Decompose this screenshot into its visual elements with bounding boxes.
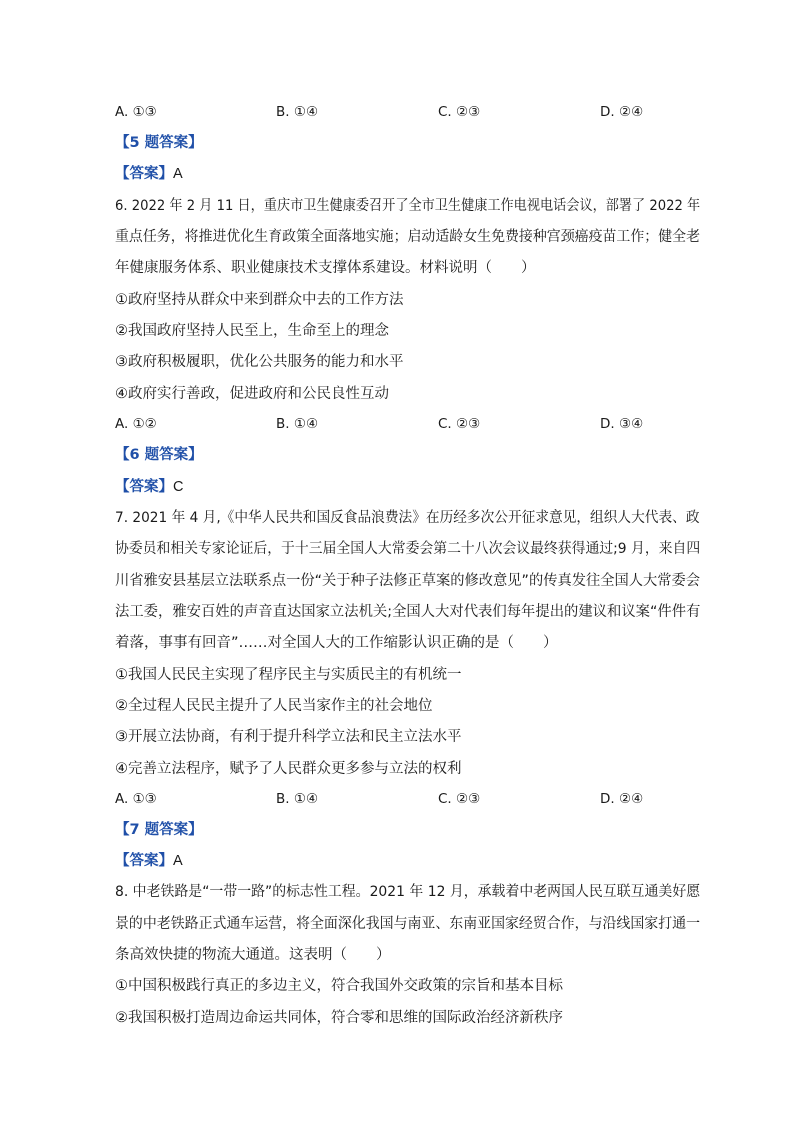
q7-option-c: C. ②③ bbox=[438, 791, 481, 807]
answer-label: 【答案】 bbox=[115, 853, 173, 869]
q7-stem-line: 协委员和相关专家论证后，于十三届全国人大常委会第二十八次会议最终获得通过;9 月，来自四 bbox=[115, 541, 701, 557]
q6-stem-line: 重点任务，将推进优化生育政策全面落地实施；启动适龄女生免费接种宫颈癌疫苗工作；健全老 bbox=[115, 229, 701, 245]
q5-answer-header: 【5 题答案】 bbox=[115, 135, 203, 151]
q8-statement-2: ②我国积极打造周边命运共同体，符合零和思维的国际政治经济新秩序 bbox=[115, 1010, 563, 1026]
q7-stem-line: 法工委，雅安百姓的声音直达国家立法机关;全国人大对代表们每年提出的建议和议案“件件有 bbox=[115, 604, 701, 620]
q5-option-a: A. ①③ bbox=[115, 104, 157, 120]
q7-statement-3: ③开展立法协商，有利于提升科学立法和民主立法水平 bbox=[115, 729, 462, 745]
q5-answer-line bbox=[115, 164, 183, 184]
q8-stem-line: 8. 中老铁路是“一带一路”的标志性工程。2021 年 12 月，承载着中老两国人民互联互通美好愿 bbox=[115, 884, 701, 900]
q7-statement-4: ④完善立法程序，赋予了人民群众更多参与立法的权利 bbox=[115, 761, 462, 777]
q7-stem-line: 7. 2021 年 4 月,《中华人民共和国反食品浪费法》在历经多次公开征求意见，组织人大代表、政 bbox=[115, 510, 700, 526]
q7-option-b: B. ①④ bbox=[276, 791, 319, 807]
q6-stem-line: 6. 2022 年 2 月 11 日，重庆市卫生健康委召开了全市卫生健康工作电视电话会议，部署了 2022 年 bbox=[115, 198, 701, 214]
q6-option-c: C. ②③ bbox=[438, 416, 481, 432]
q8-stem-line: 条高效快捷的物流大通道。这表明（ ） bbox=[115, 947, 391, 963]
q6-statement-1: ①政府坚持从群众中来到群众中去的工作方法 bbox=[115, 292, 404, 308]
q6-statement-4: ④政府实行善政，促进政府和公民良性互动 bbox=[115, 386, 389, 402]
q7-statement-1: ①我国人民民主实现了程序民主与实质民主的有机统一 bbox=[115, 667, 462, 683]
q5-option-c: C. ②③ bbox=[438, 104, 481, 120]
q7-stem-line: 川省雅安县基层立法联系点一份“关于种子法修正草案的修改意见”的传真发往全国人大常委会 bbox=[115, 573, 701, 589]
q5-option-b: B. ①④ bbox=[276, 104, 319, 120]
q6-answer-header: 【6 题答案】 bbox=[115, 447, 203, 463]
answer-value: A bbox=[173, 853, 183, 869]
answer-value: A bbox=[173, 166, 183, 182]
q6-statement-2: ②我国政府坚持人民至上，生命至上的理念 bbox=[115, 323, 389, 339]
q5-option-d: D. ②④ bbox=[600, 104, 644, 120]
q7-option-a: A. ①③ bbox=[115, 791, 157, 807]
q6-option-d: D. ③④ bbox=[600, 416, 644, 432]
q6-option-a: A. ①② bbox=[115, 416, 157, 432]
answer-value: C bbox=[173, 479, 184, 495]
q8-stem-line: 景的中老铁路正式通车运营，将全面深化我国与南亚、东南亚国家经贸合作，与沿线国家打通一 bbox=[115, 916, 701, 932]
q7-stem-line: 着落，事事有回音”……对全国人大的工作缩影认识正确的是（ ） bbox=[115, 635, 558, 651]
answer-label: 【答案】 bbox=[115, 479, 173, 495]
q7-option-d: D. ②④ bbox=[600, 791, 644, 807]
q6-answer-line bbox=[115, 477, 183, 497]
q7-answer-header: 【7 题答案】 bbox=[115, 822, 203, 838]
answer-label: 【答案】 bbox=[115, 166, 173, 182]
q6-stem-line: 年健康服务体系、职业健康技术支撑体系建设。材料说明（ ） bbox=[115, 260, 536, 276]
q6-statement-3: ③政府积极履职，优化公共服务的能力和水平 bbox=[115, 354, 404, 370]
q6-option-b: B. ①④ bbox=[276, 416, 319, 432]
q7-statement-2: ②全过程人民民主提升了人民当家作主的社会地位 bbox=[115, 698, 433, 714]
q7-answer-line bbox=[115, 851, 183, 871]
q8-statement-1: ①中国积极践行真正的多边主义，符合我国外交政策的宗旨和基本目标 bbox=[115, 978, 563, 994]
